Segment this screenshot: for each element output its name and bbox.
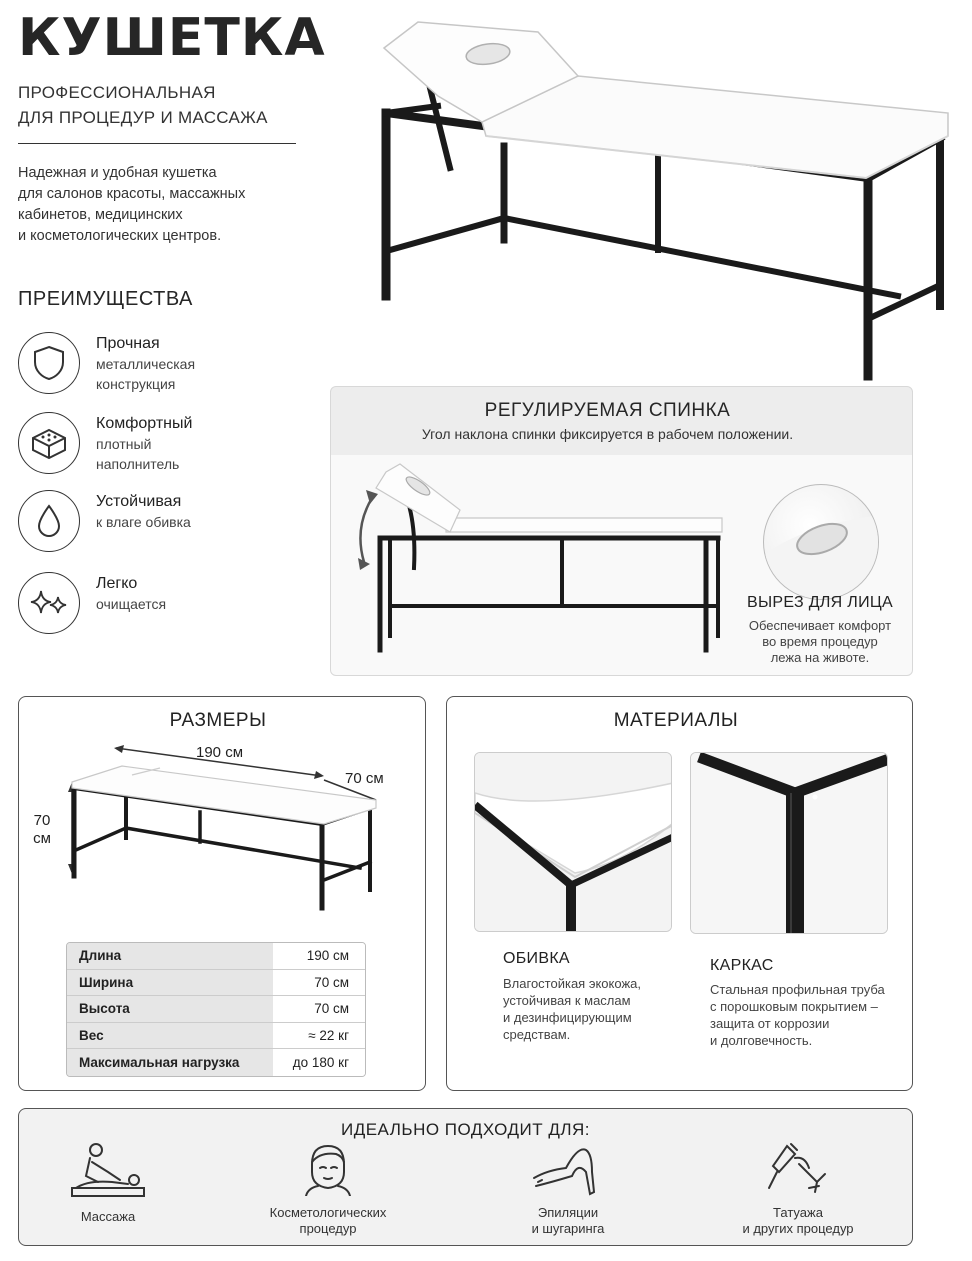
spec-key: Длина (67, 943, 273, 969)
upholstery-desc-line: устойчивая к маслам (503, 993, 631, 1008)
advantage-item (18, 412, 318, 482)
table-row (67, 970, 365, 997)
shield-icon (18, 332, 80, 394)
intro-text (18, 163, 288, 247)
height-value: 70 (33, 812, 51, 829)
ideal-for-title: ИДЕАЛЬНО ПОДХОДИТ ДЛЯ: (340, 1120, 591, 1139)
face-cutout-closeup (763, 484, 879, 600)
sizes-couch-diagram (60, 742, 390, 912)
subtitle-line-2: ДЛЯ ПРОЦЕДУР И МАССАЖА (18, 108, 268, 127)
spec-key: Ширина (67, 970, 273, 996)
ideal-for-label: Татуажа (773, 1205, 823, 1220)
advantage-sub: конструкция (96, 376, 176, 392)
specs-table (66, 942, 366, 1077)
table-row (67, 1023, 365, 1050)
upholstery-desc-line: и дезинфицирующим (503, 1010, 632, 1025)
advantage-item (18, 490, 318, 560)
height-label (30, 812, 54, 848)
tattoo-machine-icon (765, 1142, 831, 1196)
face-desc-line: лежа на животе. (770, 650, 870, 665)
spec-key: Высота (67, 996, 273, 1022)
water-drop-icon (18, 490, 80, 552)
ideal-for-label: и шугаринга (531, 1221, 605, 1236)
upholstery-desc-line: Влагостойкая экокожа, (503, 976, 641, 991)
spec-value: 70 см (273, 996, 365, 1022)
intro-line: и косметологических центров. (18, 228, 222, 244)
ideal-for-item (468, 1142, 668, 1237)
spec-value: до 180 кг (273, 1049, 365, 1076)
frame-desc-line: защита от коррозии (710, 1016, 830, 1031)
frame-desc (710, 981, 910, 1049)
intro-line: кабинетов, медицинских (18, 207, 183, 223)
ideal-for-label: Эпиляции (537, 1205, 599, 1220)
advantage-item (18, 332, 318, 402)
advantage-main: Легко (96, 575, 138, 592)
frame-desc-line: с порошковым покрытием – (710, 999, 878, 1014)
face-cutout-desc (720, 618, 920, 666)
advantage-main: Прочная (96, 335, 160, 352)
advantage-main: Комфортный (96, 415, 193, 432)
frame-closeup (690, 752, 888, 934)
spec-value: 190 см (273, 943, 365, 969)
header-divider (18, 143, 296, 144)
frame-desc-line: и долговечность. (710, 1033, 813, 1048)
upholstery-desc (503, 975, 703, 1043)
spec-key: Вес (67, 1023, 273, 1049)
table-row (67, 943, 365, 970)
face-desc-line: Обеспечивает комфорт (748, 618, 892, 633)
upholstery-closeup (474, 752, 672, 932)
materials-title: МАТЕРИАЛЫ (613, 710, 739, 731)
advantage-sub: плотный (96, 436, 152, 452)
ideal-for-label: процедур (299, 1221, 357, 1236)
advantage-main: Устойчивая (96, 493, 182, 510)
width-label: 70 см (345, 770, 384, 787)
advantage-item (18, 572, 318, 642)
height-unit: см (33, 830, 51, 847)
upholstery-desc-line: средствам. (503, 1027, 571, 1042)
backrest-subtitle: Угол наклона спинки фиксируется в рабочем положении. (421, 426, 794, 442)
table-row (67, 996, 365, 1023)
page-subtitle (18, 80, 268, 130)
face-care-icon (298, 1142, 358, 1196)
spec-value: 70 см (273, 970, 365, 996)
ideal-for-item (698, 1142, 898, 1237)
upholstery-title: ОБИВКА (503, 950, 570, 967)
ideal-for-label: Косметологических (269, 1205, 387, 1220)
intro-line: для салонов красоты, массажных (18, 186, 246, 202)
ideal-for-label: и других процедур (742, 1221, 854, 1236)
face-cutout-title: ВЫРЕЗ ДЛЯ ЛИЦА (747, 594, 893, 611)
massage-icon (68, 1142, 148, 1200)
frame-title: КАРКАС (710, 957, 774, 974)
length-label: 190 см (196, 744, 244, 761)
ideal-for-label: Массажа (80, 1209, 136, 1224)
backrest-title: РЕГУЛИРУЕМАЯ СПИНКА (484, 400, 731, 421)
page-title: КУШЕТКА (18, 8, 326, 68)
spec-key: Максимальная нагрузка (67, 1049, 273, 1076)
advantage-sub: металлическая (96, 356, 196, 372)
face-desc-line: во время процедур (762, 634, 878, 649)
foam-block-icon (18, 412, 80, 474)
intro-line: Надежная и удобная кушетка (18, 165, 217, 181)
advantage-sub: очищается (96, 596, 167, 612)
frame-desc-line: Стальная профильная труба (710, 982, 885, 997)
ideal-for-item (8, 1142, 208, 1225)
advantage-sub: наполнитель (96, 456, 180, 472)
sizes-title: РАЗМЕРЫ (169, 710, 267, 731)
spec-value: ≈ 22 кг (273, 1023, 365, 1049)
backrest-couch-image (350, 458, 730, 658)
advantage-sub: к влаге обивка (96, 514, 191, 530)
subtitle-line-1: ПРОФЕССИОНАЛЬНАЯ (18, 83, 216, 102)
table-row (67, 1049, 365, 1076)
advantages-title: ПРЕИМУЩЕСТВА (18, 288, 193, 310)
leg-epilation-icon (528, 1142, 608, 1196)
sparkles-icon (18, 572, 80, 634)
main-couch-image (378, 18, 958, 388)
ideal-for-item (228, 1142, 428, 1237)
